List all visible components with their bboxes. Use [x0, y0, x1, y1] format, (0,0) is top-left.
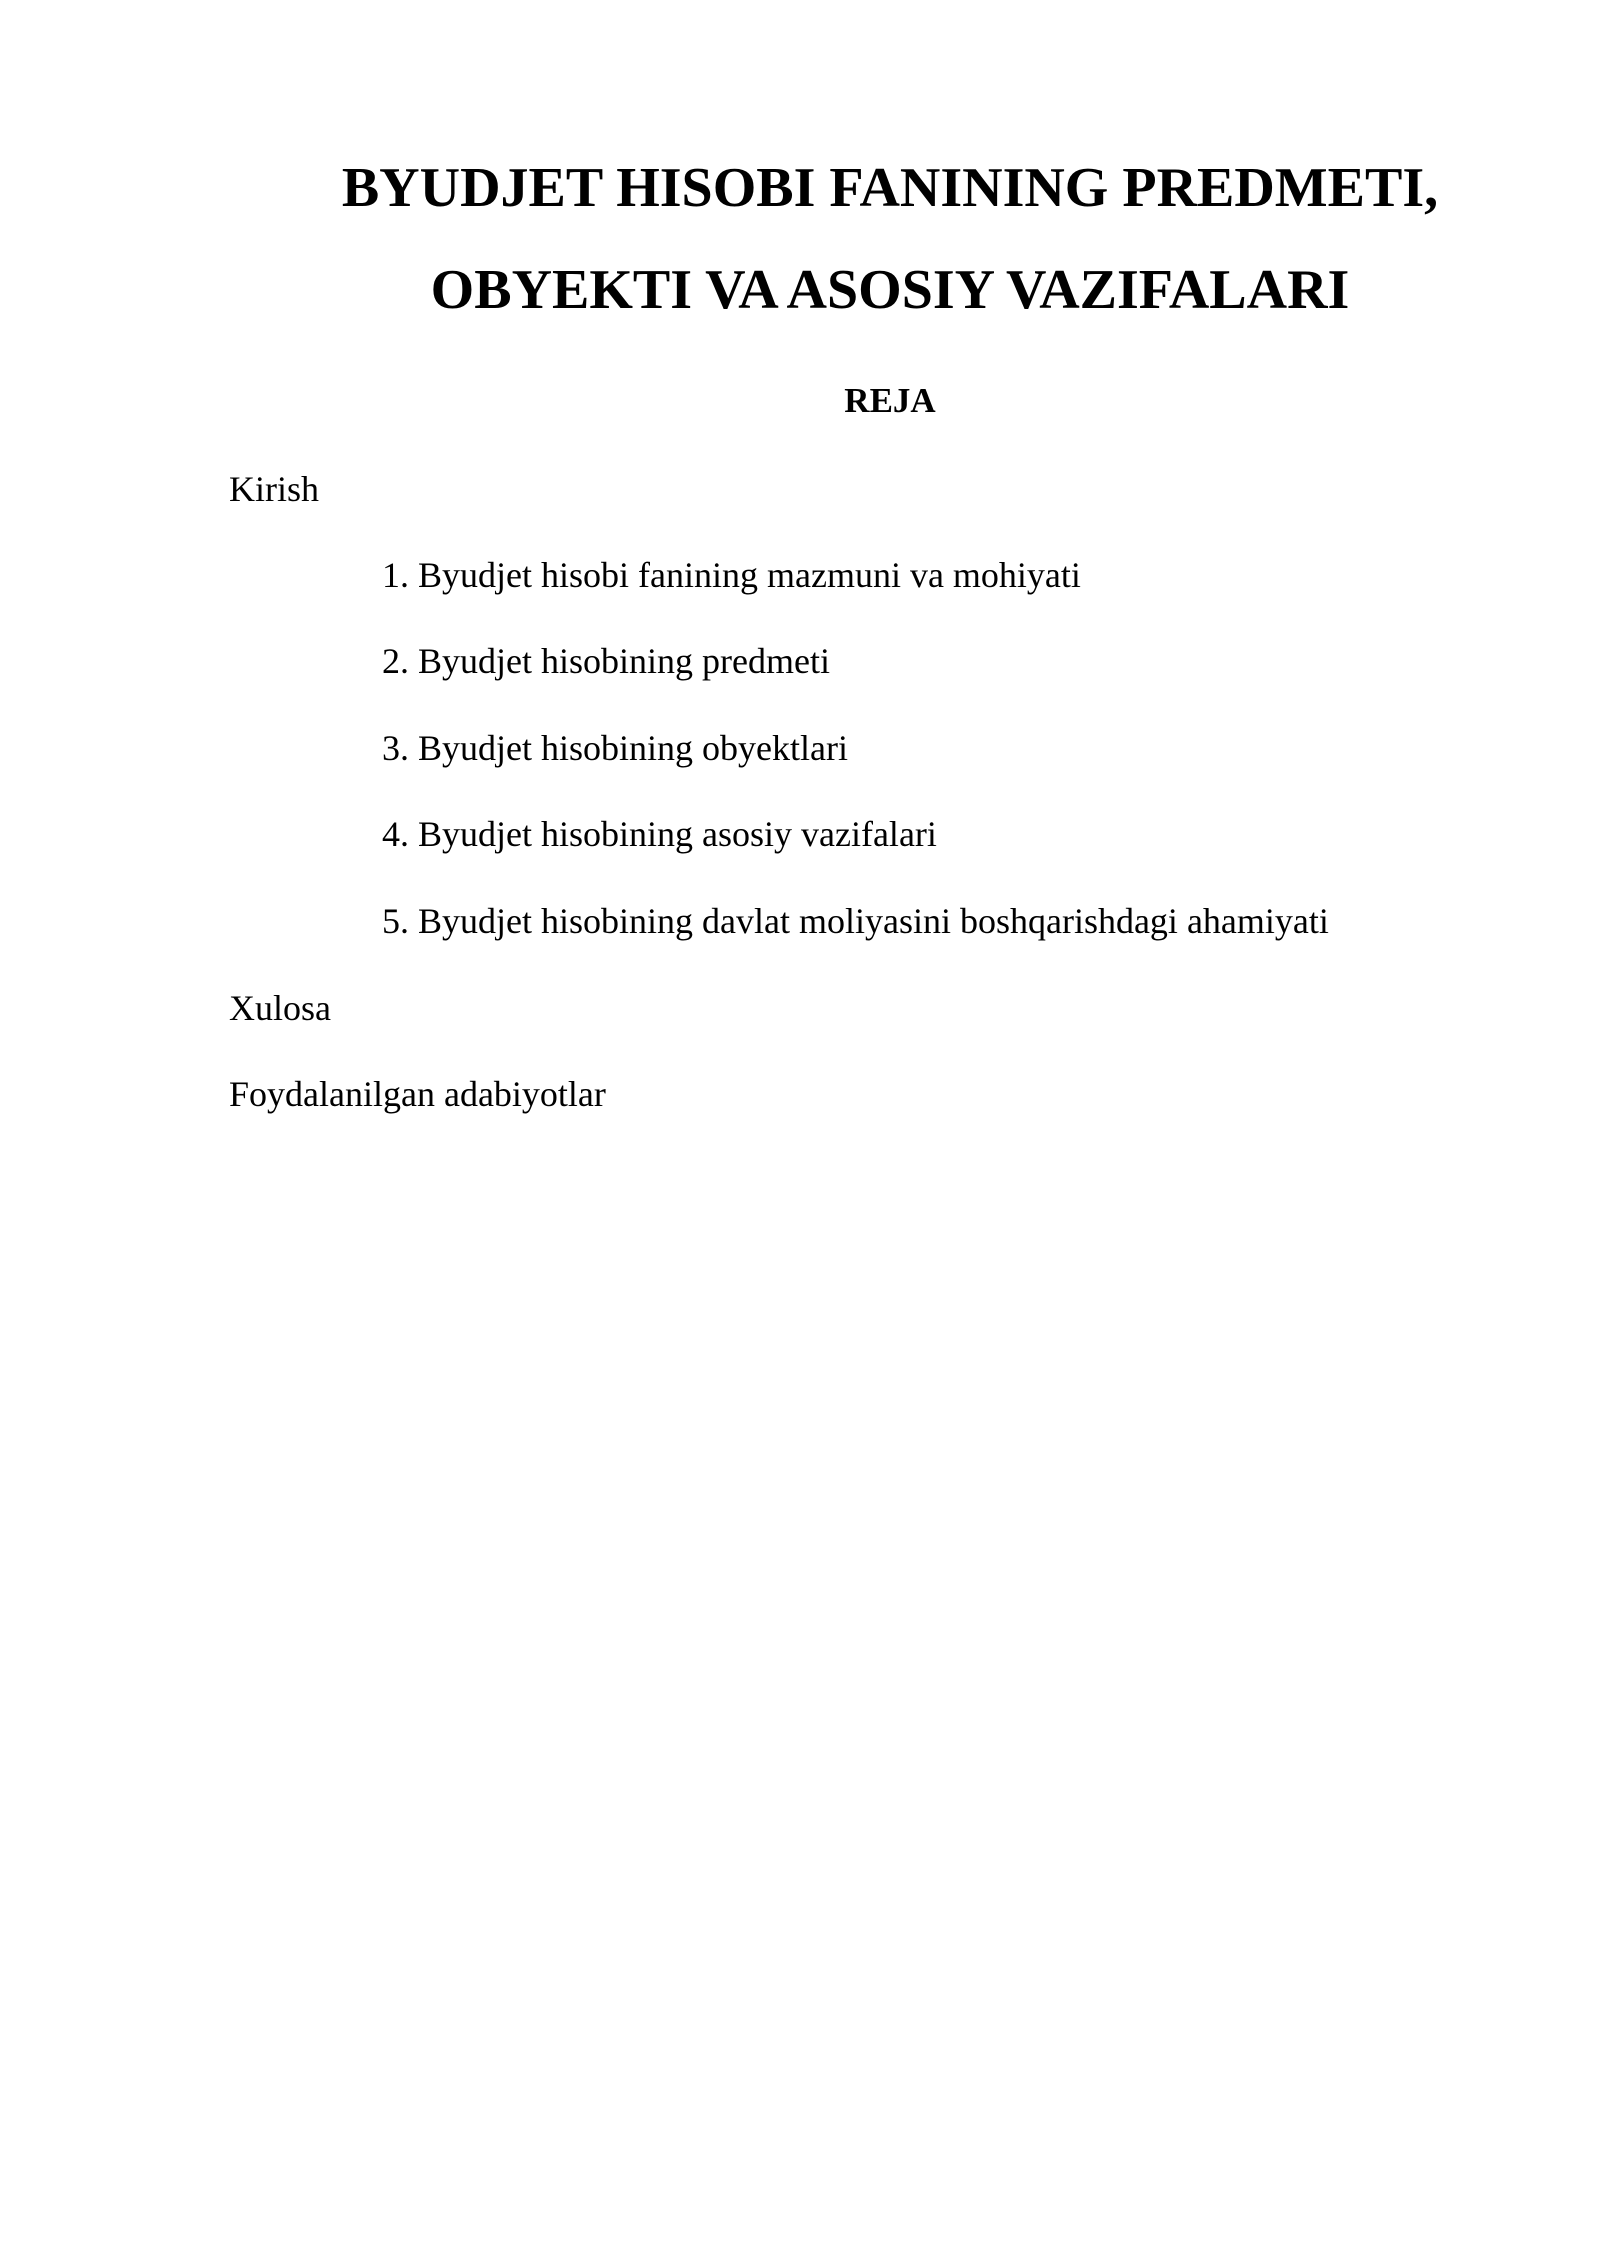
plan-item-1: 1. Byudjet hisobi fanining mazmuni va mohiyati [382, 555, 1081, 595]
document-title-line-1: BYUDJET HISOBI FANINING PREDMETI, [341, 157, 1439, 219]
plan-item-4: 4. Byudjet hisobining asosiy vazifalari [382, 814, 937, 854]
document-title-line-2: OBYEKTI VA ASOSIY VAZIFALARI [430, 259, 1350, 321]
references-item: Foydalanilgan adabiyotlar [229, 1074, 606, 1114]
plan-item-5: 5. Byudjet hisobining davlat moliyasini boshqarishdagi ahamiyati [382, 901, 1329, 941]
plan-heading: REJA [844, 381, 936, 420]
plan-item-2: 2. Byudjet hisobining predmeti [382, 641, 830, 681]
intro-item: Kirish [229, 469, 319, 509]
conclusion-item: Xulosa [229, 988, 331, 1028]
plan-item-3: 3. Byudjet hisobining obyektlari [382, 728, 848, 768]
